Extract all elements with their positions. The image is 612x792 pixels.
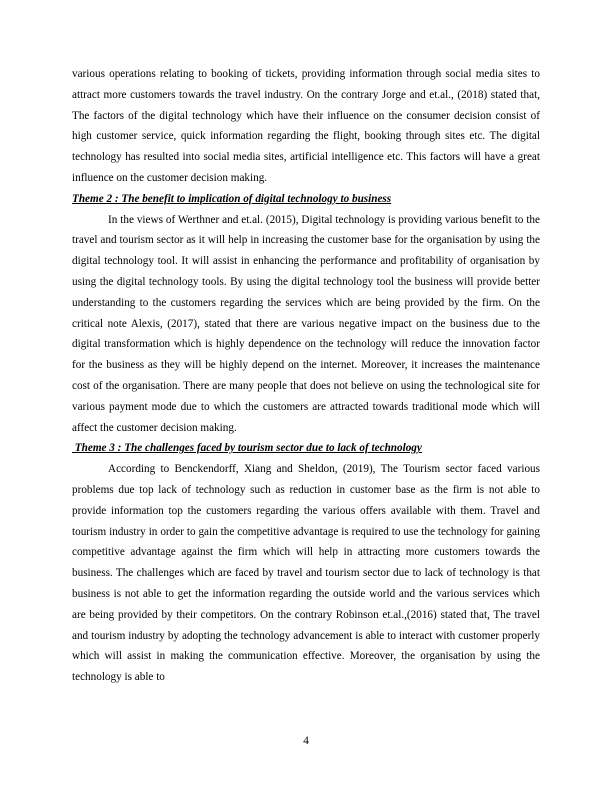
theme-2-paragraph: In the views of Werthner and et.al. (2015), Digital technology is providing various benefit to the travel and tourism sector as it will help in increasing the customer base for the organisation by using the digital technology tool. It will assist in enhancing the performance and profitability of organisation by using the digital technology tools. By using the digital technology tool the business will provide better understanding to the customers regarding the services which are being provided by the firm. On the critical note Alexis, (2017), stated that there are various negative impact on the business due to the digital transformation which is highly dependence on the technology will reduce the innovation factor for the business as they will be highly depend on the internet. Moreover, it increases the maintenance cost of the organisation. There are many people that does not believe on using the technological site for various payment mode due to which the customers are attracted towards traditional mode which will affect the customer decision making. [72,213,540,434]
theme-2-heading: Theme 2 : The benefit to implication of digital technology to business [72,192,392,205]
document-page [72,64,540,688]
theme-3-heading: Theme 3 : The challenges faced by tourism sector due to lack of technology [72,442,422,455]
theme-3-paragraph: According to Benckendorff, Xiang and Sheldon, (2019), The Tourism sector faced various problems due top lack of technology such as reduction in customer base as the firm is not able to provide information top the customers regarding the various offers available with them. Travel and tourism industry in order to gain the competitive advantage is required to use the technology for gaining competitive advantage against the firm which will help in attracting more customers towards the business. The challenges which are faced by travel and tourism sector due to lack of technology is that business is not able to get the information regarding the outside world and the various services which are being provided by their competitors. On the contrary Robinson et.al.,(2016) stated that, The travel and tourism industry by adopting the technology advancement is able to interact with customer properly which will assist in making the communication effective. Moreover, the organisation by using the technology is able to [72,463,540,684]
page-number: 4 [303,735,309,747]
intro-paragraph: various operations relating to booking of tickets, providing information through social media sites to attract more customers towards the travel industry. On the contrary Jorge and et.al., (2018) stated that, The factors of the digital technology which have their influence on the consumer decision consist of high customer service, quick information regarding the flight, booking through sites etc. The digital technology has resulted into social media sites, artificial intelligence etc. This factors will have a great influence on the customer decision making. [72,68,540,184]
